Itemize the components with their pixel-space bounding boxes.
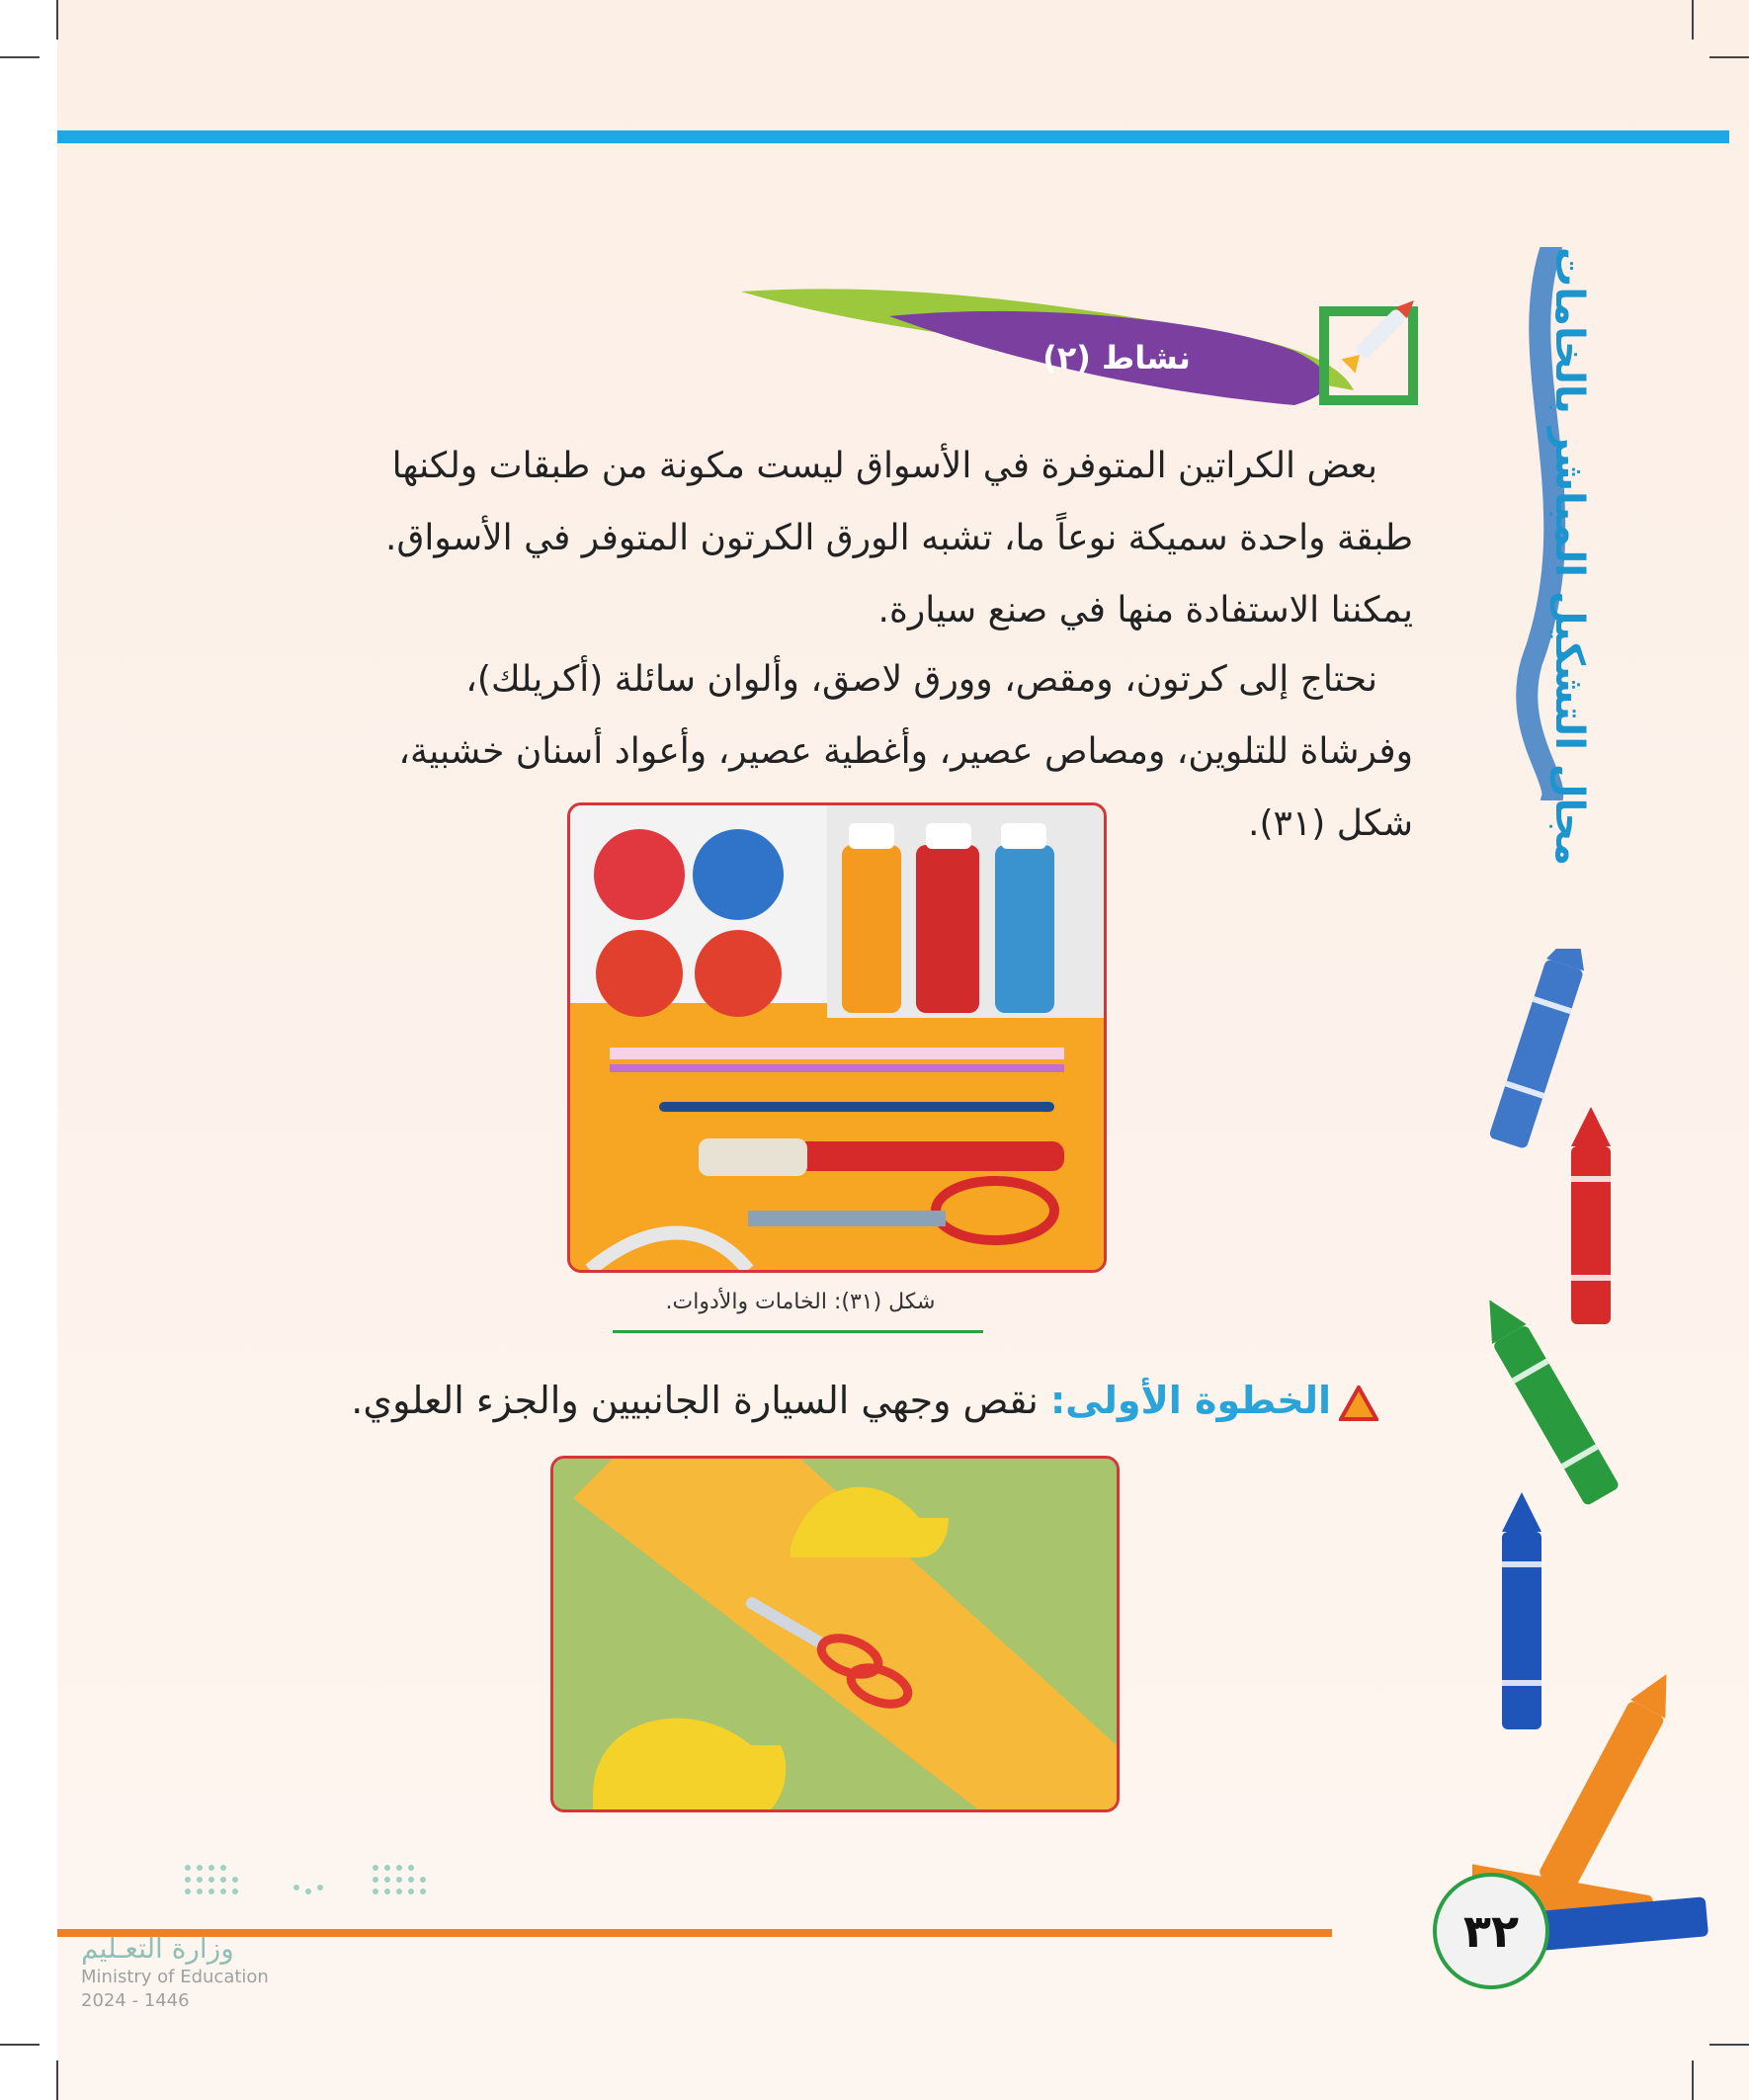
crop-mark (0, 56, 40, 58)
step-title: الخطوة الأولى: (1049, 1379, 1331, 1422)
crop-mark (1692, 2060, 1694, 2100)
triangle-icon (1339, 1386, 1378, 1421)
cutting-illustration (553, 1459, 1117, 1809)
top-accent-bar (57, 130, 1729, 143)
crop-mark (1709, 2044, 1749, 2046)
paragraph-line: بعض الكراتين المتوفرة في الأسواق ليست مكونة من طبقات ولكنها (391, 446, 1377, 486)
side-title: مجال التشكيل المباشر بالخامات (1546, 247, 1592, 867)
ministry-logo-dots (178, 1858, 474, 1927)
materials-illustration (570, 805, 1104, 1270)
step-text: نقص وجهي السيارة الجانبيين والجزء العلوي. (351, 1379, 1050, 1422)
paragraph-intro (277, 430, 1413, 646)
crop-mark (56, 2060, 58, 2100)
paragraph-line: طبقة واحدة سميكة نوعاً ما، تشبه الورق الكرتون المتوفر في الأسواق. (385, 518, 1413, 558)
materials-photo (567, 802, 1107, 1273)
crop-mark (1692, 0, 1694, 40)
crop-mark (56, 0, 58, 40)
caption-underline (613, 1330, 983, 1333)
crop-mark (0, 2044, 40, 2046)
cutting-photo (550, 1456, 1120, 1812)
paragraph-line: نحتاج إلى كرتون، ومقص، وورق لاصق، وألوان سائلة (أكريلك)، (465, 659, 1377, 700)
ministry-name-english: Ministry of Education (81, 1967, 269, 1987)
ministry-year: 2024 - 1446 (81, 1990, 190, 2011)
paragraph-line: يمكننا الاستفادة منها في صنع سيارة. (877, 590, 1413, 630)
bottom-accent-bar (57, 1929, 1332, 1937)
activity-label: نشاط (٢) (1042, 339, 1191, 377)
step-one (351, 1379, 1378, 1422)
page-number: ٣٢ (1433, 1873, 1549, 1989)
paragraph-line: شكل (٣١). (1248, 803, 1413, 844)
crayons-decoration (1472, 949, 1729, 2036)
ministry-name-arabic: وزارة التعـليم (81, 1932, 234, 1965)
crop-mark (1709, 56, 1749, 58)
figure-caption: شكل (٣١): الخامات والأدوات. (665, 1290, 936, 1314)
paragraph-line: وفرشاة للتلوين، ومصاص عصير، وأغطية عصير، وأعواد أسنان خشبية، (398, 731, 1413, 772)
